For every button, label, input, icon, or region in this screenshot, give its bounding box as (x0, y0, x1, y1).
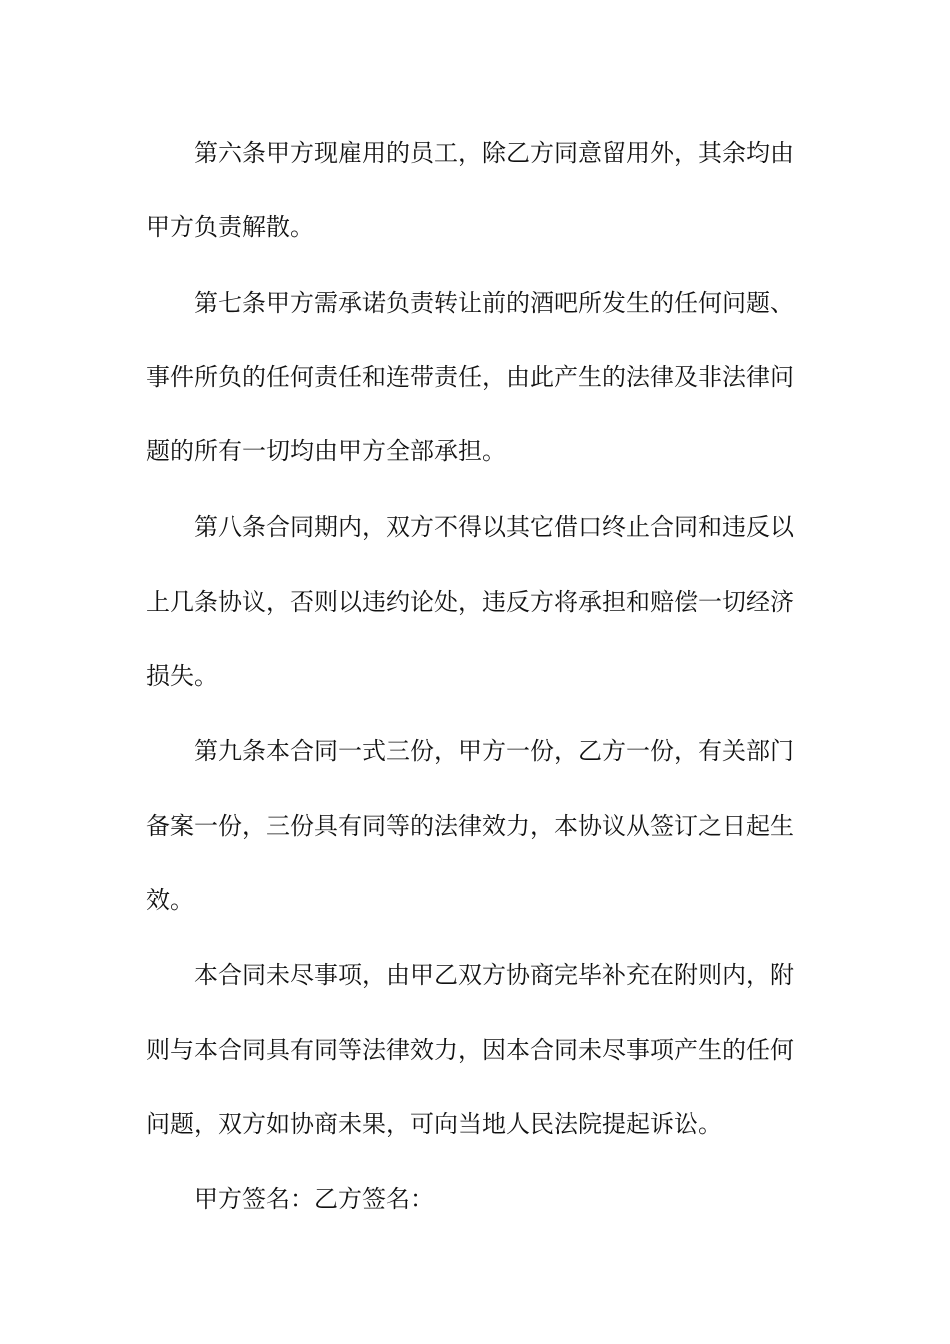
supplement-line-3: 问题，双方如协商未果，可向当地人民法院提起诉讼。 (146, 1110, 722, 1138)
supplement-line-2: 则与本合同具有同等法律效力，因本合同未尽事项产生的任何 (146, 1036, 794, 1064)
clause-7-line-3: 题的所有一切均由甲方全部承担。 (146, 437, 506, 465)
clause-8-line-3: 损失。 (146, 662, 218, 690)
clause-7-line-2: 事件所负的任何责任和连带责任，由此产生的法律及非法律问 (146, 363, 794, 391)
signature-line: 甲方签名：乙方签名： (194, 1185, 434, 1213)
clause-8-line-1: 第八条合同期内，双方不得以其它借口终止合同和违反以 (194, 513, 794, 541)
clause-6-line-2: 甲方负责解散。 (146, 213, 314, 241)
supplement-line-1: 本合同未尽事项，由甲乙双方协商完毕补充在附则内，附 (194, 961, 794, 989)
clause-9-line-1: 第九条本合同一式三份，甲方一份，乙方一份，有关部门 (194, 737, 794, 765)
clause-8-line-2: 上几条协议，否则以违约论处，违反方将承担和赔偿一切经济 (146, 588, 794, 616)
clause-9-line-2: 备案一份，三份具有同等的法律效力，本协议从签订之日起生 (146, 812, 794, 840)
clause-7-line-1: 第七条甲方需承诺负责转让前的酒吧所发生的任何问题、 (194, 289, 794, 317)
clause-6-line-1: 第六条甲方现雇用的员工，除乙方同意留用外，其余均由 (194, 139, 794, 167)
clause-9-line-3: 效。 (146, 886, 194, 914)
